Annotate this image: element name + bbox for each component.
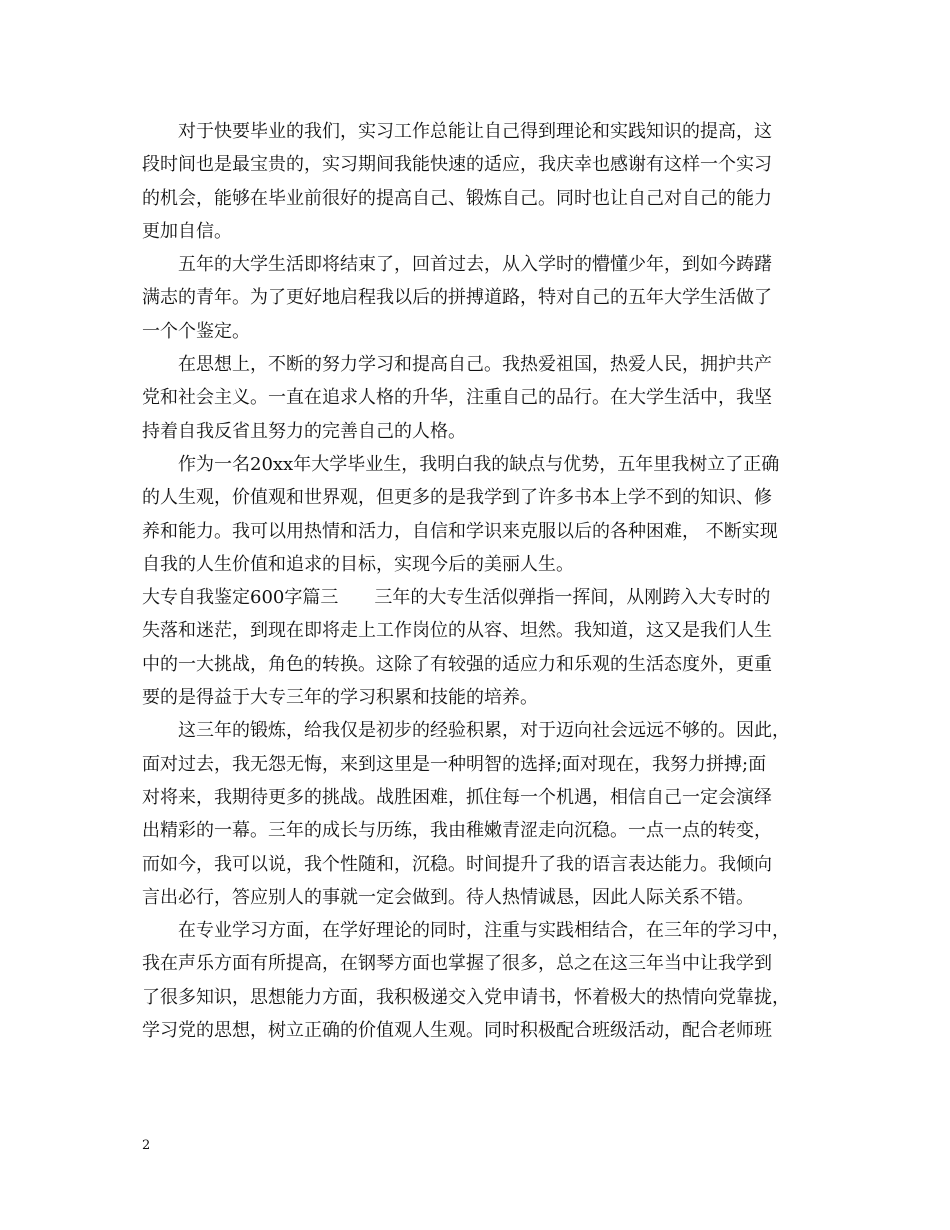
paragraph-line: 学习党的思想，树立正确的价值观人生观。同时积极配合班级活动，配合老师班 [142, 1020, 772, 1042]
document-body [142, 115, 818, 1047]
paragraph-line: 中的一大挑战，角色的转换。这除了有较强的适应力和乐观的生活态度外，更重 [142, 653, 772, 675]
paragraph-line: 段时间也是最宝贵的，实习期间我能快速的适应，我庆幸也感谢有这样一个实习 [142, 154, 772, 176]
paragraph-line: 作为一名20xx年大学毕业生，我明白我的缺点与优势，五年里我树立了正确 [178, 453, 780, 475]
paragraph-line: 我在声乐方面有所提高，在钢琴方面也掌握了很多，总之在这三年当中让我学到 [142, 953, 772, 975]
paragraph-line: 党和社会主义。一直在追求人格的升华，注重自己的品行。在大学生活中，我坚 [142, 387, 772, 409]
paragraph-line: 了很多知识，思想能力方面，我积极递交入党申请书，怀着极大的热情向党靠拢， [142, 986, 790, 1008]
paragraph-line: 大专自我鉴定600字篇三 三年的大专生活似弹指一挥间，从刚跨入大专时的 [142, 587, 771, 609]
paragraph-line: 的人生观，价值观和世界观，但更多的是我学到了许多书本上学不到的知识、修 [142, 487, 772, 509]
paragraph-line: 而如今，我可以说，我个性随和，沉稳。时间提升了我的语言表达能力。我倾向 [142, 853, 772, 875]
paragraph-line: 出精彩的一幕。三年的成长与历练，我由稚嫩青涩走向沉稳。一点一点的转变， [142, 820, 772, 842]
paragraph-line: 要的是得益于大专三年的学习积累和技能的培养。 [142, 687, 538, 709]
paragraph-line: 一个个鉴定。 [142, 320, 250, 342]
paragraph-line: 言出必行，答应别人的事就一定会做到。待人热情诚恳，因此人际关系不错。 [142, 886, 754, 908]
paragraph-line: 的机会，能够在毕业前很好的提高自己、锻炼自己。同时也让自己对自己的能力 [142, 187, 772, 209]
paragraph-line: 更加自信。 [142, 220, 232, 242]
paragraph-line: 在思想上，不断的努力学习和提高自己。我热爱祖国，热爱人民，拥护共产 [178, 354, 772, 376]
paragraph-line: 对于快要毕业的我们，实习工作总能让自己得到理论和实践知识的提高，这 [178, 121, 772, 142]
paragraph-line: 养和能力。我可以用热情和活力，自信和学识来克服以后的各种困难， 不断实现 [142, 520, 778, 542]
paragraph-line: 这三年的锻炼，给我仅是初步的经验积累，对于迈向社会远远不够的。因此， [178, 720, 790, 742]
paragraph-line: 对将来，我期待更多的挑战。战胜困难，抓住每一个机遇，相信自己一定会演绎 [142, 786, 772, 808]
page-number: 2 [142, 1138, 151, 1153]
paragraph-line: 自我的人生价值和追求的目标，实现今后的美丽人生。 [142, 553, 574, 575]
paragraph-line: 面对过去，我无怨无悔，来到这里是一种明智的选择;面对现在，我努力拼搏;面 [142, 753, 767, 775]
paragraph-line: 持着自我反省且努力的完善自己的人格。 [142, 420, 466, 442]
paragraph-line: 满志的青年。为了更好地启程我以后的拼搏道路，特对自己的五年大学生活做了 [142, 287, 772, 309]
paragraph-line: 失落和迷茫，到现在即将走上工作岗位的从容、坦然。我知道，这又是我们人生 [142, 620, 772, 642]
paragraph-line: 在专业学习方面，在学好理论的同时，注重与实践相结合，在三年的学习中， [178, 920, 790, 942]
paragraph-line: 五年的大学生活即将结束了，回首过去，从入学时的懵懂少年，到如今踌躇 [178, 254, 772, 276]
